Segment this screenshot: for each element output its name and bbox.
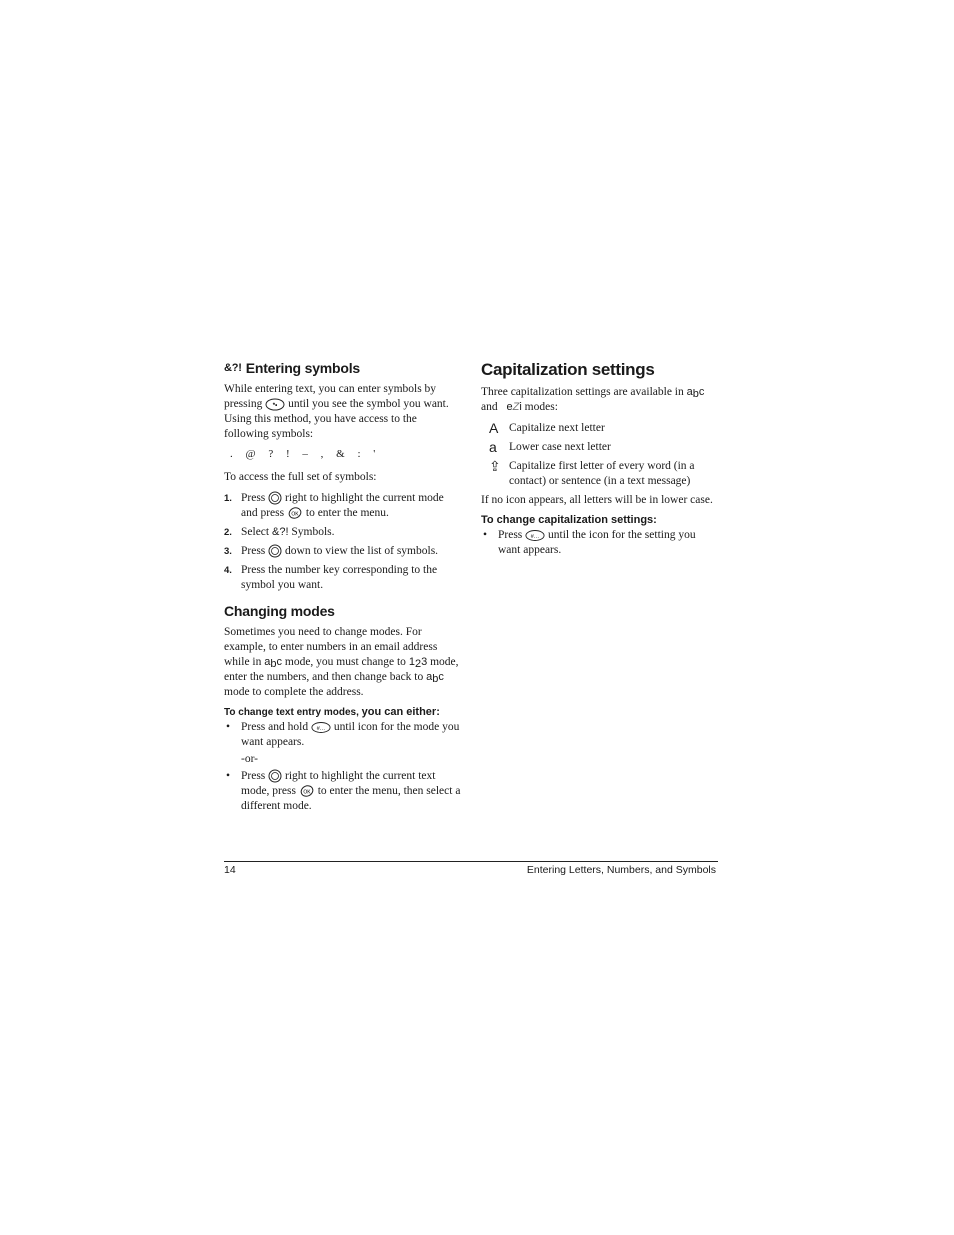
page-number: 14: [224, 864, 236, 876]
capital-a-icon: A: [489, 420, 499, 436]
change-cap-list: [481, 528, 719, 558]
svg-text:#…: #…: [316, 725, 326, 732]
step-item: 3. Press down to view the list of symbols.: [224, 545, 439, 557]
change-modes-subhead: To change text entry modes, you can either:: [224, 706, 440, 718]
step-item: 1. Press right to highlight the current mode and press OK to enter the menu.: [224, 492, 444, 519]
no-icon-text: If no icon appears, all letters will be in lower case.: [481, 494, 713, 506]
right-column: [481, 360, 719, 560]
symbols-mode-icon: &?!: [224, 362, 242, 374]
star-key-icon: [265, 398, 285, 411]
svg-text:OK: OK: [291, 511, 299, 518]
access-text: To access the full set of symbols:: [224, 471, 377, 483]
list-item: a Lower case next letter: [481, 440, 719, 455]
abc-mode-icon: abc: [426, 671, 444, 685]
svg-text:*•: *•: [273, 402, 278, 409]
pound-key-icon: [525, 529, 545, 542]
svg-text:#…: #…: [530, 533, 540, 540]
caps-arrow-icon: ⇪: [489, 458, 501, 474]
changing-modes-heading: Changing modes: [224, 603, 335, 619]
footer-title: Entering Letters, Numbers, and Symbols: [526, 864, 716, 876]
nav-key-icon: [268, 491, 282, 505]
change-cap-subhead: To change capitalization settings:: [481, 514, 657, 526]
list-item: • Press right to highlight the current text mode, press OK to enter the menu, then select a different mode.: [226, 770, 461, 812]
step-item: 2. Select &?! Symbols.: [224, 526, 335, 538]
lowercase-a-icon: a: [489, 439, 497, 455]
or-separator: -or-: [241, 753, 259, 765]
abc-mode-icon: abc: [686, 386, 705, 400]
symbols-mode-icon: &?!: [271, 526, 289, 538]
symbols-intro: While entering text, you can enter symbols by pressing *• until you see the symbol you want. Using this method, you have access to the following symbols:: [224, 383, 449, 440]
svg-text:OK: OK: [303, 789, 311, 796]
abc-mode-icon: abc: [264, 656, 282, 670]
left-column: [224, 360, 462, 816]
nav-key-icon: [268, 769, 282, 783]
step-item: 4. Press the number key corresponding to the symbol you want.: [224, 564, 438, 591]
list-item: ⇪ Capitalize first letter of every word (in a contact) or sentence (in a text message): [481, 459, 719, 489]
pound-key-icon: [311, 721, 331, 734]
steps-list: [224, 491, 462, 593]
capitalization-heading: Capitalization settings: [481, 360, 655, 379]
footer-divider: [224, 861, 718, 862]
ezi-mode-icon: eZi: [506, 401, 522, 413]
changing-modes-text: Sometimes you need to change modes. For example, to enter numbers in an email address while in abc mode, you must change to 123 mode, enter the numbers, and then change back to abc mode to complete the address.: [224, 626, 459, 698]
change-modes-list: [224, 720, 462, 750]
change-modes-list-2: [224, 769, 462, 814]
capitalization-intro: Three capitalization settings are available in abc and eZi modes:: [481, 386, 705, 413]
entering-symbols-heading: &?! Entering symbols: [224, 360, 361, 376]
capitalization-settings-list: [481, 421, 719, 489]
symbol-list: . @ ? ! – , & : ': [230, 448, 378, 460]
nav-key-icon: [268, 544, 282, 558]
123-mode-icon: 123: [408, 656, 428, 670]
list-item: • Press #… until the icon for the setting you want appears.: [483, 529, 696, 556]
list-item: A Capitalize next letter: [481, 421, 719, 436]
ok-key-icon: [287, 506, 303, 520]
list-item: • Press and hold #… until icon for the mode you want appears.: [226, 721, 460, 748]
ok-key-icon: [299, 784, 315, 798]
